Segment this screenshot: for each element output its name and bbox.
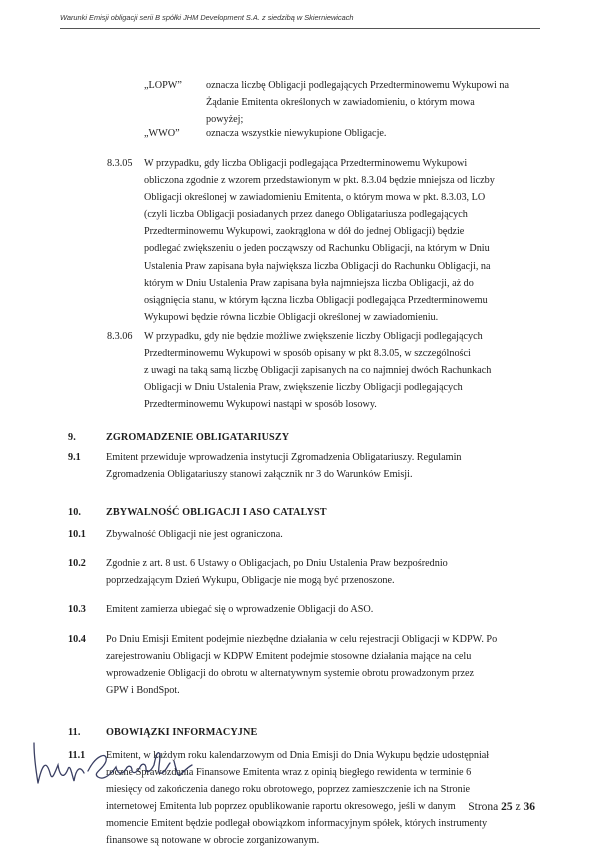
text-line: Przedterminowemu Wykupowi, zaokrąglona w dół do jednej Obligacji) będzie <box>144 226 465 238</box>
text-line: miesięcy od zakończenia danego roku obrotowego, poprzez zamieszczenie ich na Stronie <box>106 784 471 796</box>
text-line: GPW i BondSpot. <box>106 685 180 697</box>
item-10-4 <box>106 631 538 699</box>
text-line: Emitent, w każdym roku kalendarzowym od Dnia Emisji do Dnia Wykupu będzie udostępniał <box>106 750 490 761</box>
text-line: internetowej Emitenta lub poprzez opublikowanie raportu okresowego, jeśli w danym <box>106 801 456 813</box>
text-line: Zgromadzenia Obligatariuszy stanowi załącznik nr 3 do Warunków Emisji. <box>106 469 413 481</box>
item-number: 10.3 <box>68 604 86 615</box>
section-title: OBOWIĄZKI INFORMACYJNE <box>106 727 258 738</box>
item-10-2 <box>106 555 538 589</box>
text-line: Zbywalność Obligacji nie jest ograniczona. <box>106 529 283 540</box>
signature-stroke <box>34 743 84 783</box>
paragraph-8-3-05 <box>144 155 538 326</box>
section-title: ZBYWALNOŚĆ OBLIGACJI I ASO CATALYST <box>106 507 327 518</box>
item-10-3 <box>106 601 538 618</box>
text-line: Wykupowi będzie równa liczbie Obligacji określonej w zawiadomieniu. <box>144 311 439 323</box>
signature-stroke <box>88 753 192 778</box>
text-line: Przedterminowemu Wykupowi nastąpi w sposób losowy. <box>144 399 377 411</box>
section-title: ZGROMADZENIE OBLIGATARIUSZY <box>106 432 290 443</box>
item-10-1 <box>106 526 538 543</box>
handwritten-signature <box>28 725 208 795</box>
text-line: W przypadku, gdy nie będzie możliwe zwiększenie liczby Obligacji podlegających <box>144 331 483 342</box>
text-line: W przypadku, gdy liczba Obligacji podlegająca Przedterminowemu Wykupowi <box>144 158 468 169</box>
text-line: podlegać zwiększeniu o jeden począwszy od Rachunku Obligacji, na którym w Dniu <box>144 243 490 255</box>
page-label: Strona <box>468 801 499 813</box>
text-line: oznacza liczbę Obligacji podlegających Przedterminowemu Wykupowi na <box>206 80 510 91</box>
text-line: roczne Sprawozdania Finansowe Emitenta wraz z opinią biegłego rewidenta w terminie 6 <box>106 767 472 779</box>
definition-lopw <box>206 77 538 128</box>
text-line: obliczona zgodnie z wzorem przedstawionym w pkt. 8.3.04 będzie mniejsza od liczby <box>144 175 495 187</box>
paragraph-8-3-06 <box>144 328 538 413</box>
item-number: 10.1 <box>68 529 86 540</box>
text-line: Żądanie Emitenta określonych w zawiadomieniu, o którym mowa <box>206 97 475 109</box>
paragraph-number: 8.3.06 <box>107 331 133 342</box>
text-line: momencie Emitent będzie podlegał obowiązkom informacyjnym spółek, których instrumenty <box>106 818 488 830</box>
item-number: 10.4 <box>68 634 86 645</box>
document-header: Warunki Emisji obligacji serii B spółki JHM Development S.A. z siedzibą w Skierniewicach <box>60 13 354 22</box>
section-number: 11. <box>68 727 81 738</box>
text-line: którym w Dniu Ustalenia Praw zapisana była najmniejsza liczba Obligacji, aż do <box>144 277 474 289</box>
text-line: Obligacji w Dniu Ustalenia Praw, zwiększenie liczby Obligacji podlegających <box>144 382 463 394</box>
header-rule <box>60 28 540 29</box>
text-line: oznacza wszystkie niewykupione Obligacje. <box>206 128 387 139</box>
total-pages: 36 <box>523 801 535 813</box>
text-line: powyżej; <box>206 114 244 126</box>
text-line: Emitent zamierza ubiegać się o wprowadzenie Obligacji do ASO. <box>106 604 374 615</box>
text-line: Emitent przewiduje wprowadzenia instytucji Zgromadzenia Obligatariuszy. Regulamin <box>106 452 462 463</box>
text-line: poprzedzającym Dzień Wykupu, Obligacje nie mogą być przenoszone. <box>106 575 395 587</box>
item-number: 10.2 <box>68 558 86 569</box>
page-number <box>468 801 535 813</box>
text-line: wprowadzenie Obligacji do obrotu w alternatywnym systemie obrotu prowadzonym przez <box>106 668 475 680</box>
text-line: osiągnięcia stanu, w którym łączna liczba Obligacji podlegająca Przedterminowemu <box>144 294 488 306</box>
text-line: zarejestrowaniu Obligacji w KDPW Emitent podejmie stosowne działania mające na celu <box>106 651 472 663</box>
paragraph-number: 8.3.05 <box>107 158 133 169</box>
definition-term-lopw: „LOPW” <box>144 80 182 91</box>
text-line: z uwagi na taką samą liczbę Obligacji zapisanych na co najmniej dwóch Rachunkach <box>144 365 492 377</box>
definition-wwo <box>206 125 538 142</box>
text-line: finansowe są notowane w obrocie zorganizowanym. <box>106 835 320 847</box>
text-line: Obligacji określonej w zawiadomieniu Emitenta, o którym mowa w pkt. 8.3.03, LO <box>144 192 486 204</box>
text-line: Zgodnie z art. 8 ust. 6 Ustawy o Obligacjach, po Dniu Ustalenia Praw bezpośrednio <box>106 558 448 569</box>
text-line: Po Dniu Emisji Emitent podejmie niezbędne działania w celu rejestracji Obligacji w KDPW. Po <box>106 634 498 645</box>
text-line: Przedterminowemu Wykupowi w sposób opisany w pkt 8.3.05, w szczególności <box>144 348 471 360</box>
item-number: 9.1 <box>68 452 81 463</box>
text-line: (czyli liczba Obligacji posiadanych przez danego Obligatariusza podlegających <box>144 209 468 221</box>
definition-term-wwo: „WWO” <box>144 128 180 139</box>
text-line: Ustalenia Praw zapisana była największa liczba Obligacji do Rachunku Obligacji, na <box>144 260 491 272</box>
section-number: 10. <box>68 507 82 518</box>
section-number: 9. <box>68 432 76 443</box>
page-separator: z <box>515 801 521 813</box>
current-page: 25 <box>501 801 513 813</box>
item-9-1 <box>106 449 538 483</box>
item-number: 11.1 <box>68 750 86 761</box>
